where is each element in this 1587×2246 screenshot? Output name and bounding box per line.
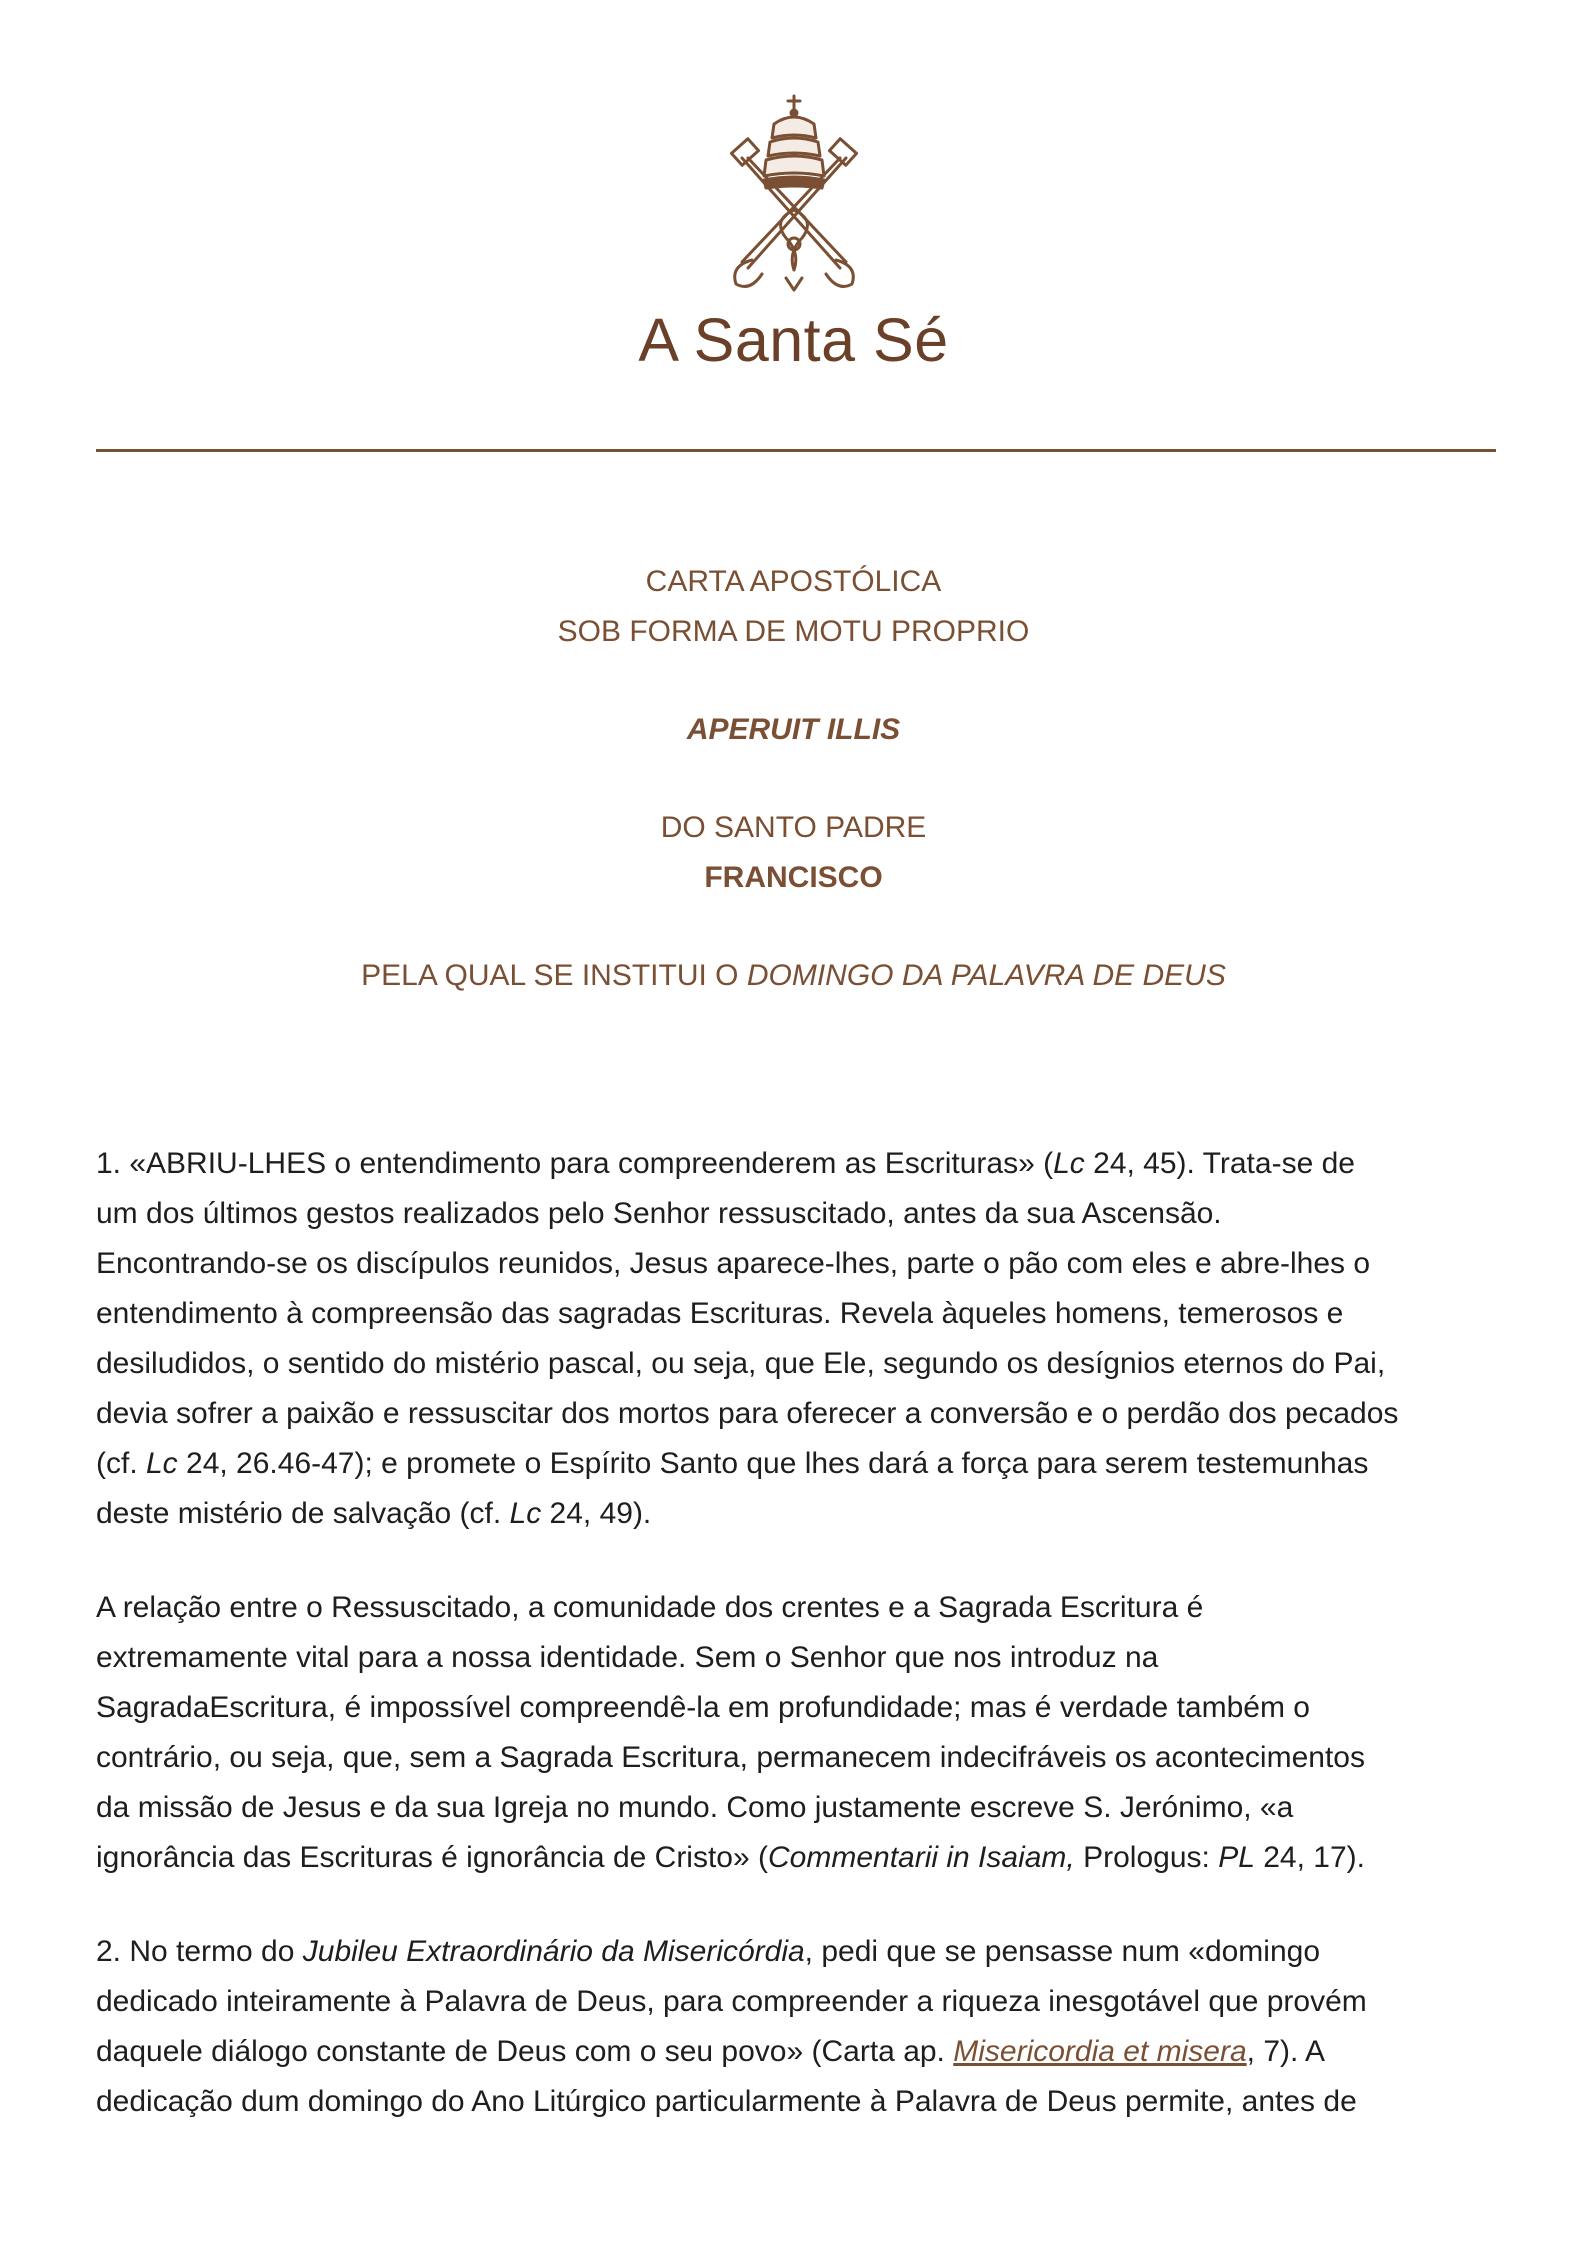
text-run: 24, 49). [541,1497,652,1530]
paragraph-line: da missão de Jesus e da sua Igreja no mundo. Como justamente escreve S. Jerónimo, «a [96,1791,1294,1824]
subtitle-prefix: PELA QUAL SE INSTITUI O [361,959,739,992]
paragraph-gap [96,1883,1508,1927]
paragraph-line: A relação entre o Ressuscitado, a comunidade dos crentes e a Sagrada Escritura é [96,1591,1204,1624]
paragraph-line [96,1489,1508,1539]
citation-italic: Lc [509,1497,542,1530]
header-divider [96,449,1496,452]
document-subtitle [0,958,1587,994]
paragraph-gap [96,1539,1508,1583]
author-name: FRANCISCO [704,861,883,894]
citation-italic: PL [1218,1841,1255,1874]
citation-italic: Lc [146,1447,178,1480]
document-type-line2: SOB FORMA DE MOTU PROPRIO [557,615,1030,648]
paragraph-line [96,2027,1508,2077]
paragraph-line [96,1833,1508,1883]
subtitle-italic: DOMINGO DA PALAVRA DE DEUS [746,959,1226,992]
text-run: daquele diálogo constante de Deus com o seu povo» (Carta ap. [96,2035,954,2068]
text-run: , 7). A [1246,2035,1326,2068]
paragraph-line: SagradaEscritura, é impossível compreendê-la em profundidade; mas é verdade também o [96,1691,1310,1724]
paragraph-line [96,1439,1508,1489]
text-run: 1. «ABRIU-LHES o entendimento para compreenderem as Escrituras» ( [96,1147,1054,1180]
text-run: deste mistério de salvação (cf. [96,1497,510,1530]
text-run: Prologus: [1074,1841,1219,1874]
paragraph-line [96,1139,1508,1189]
author-prefix: DO SANTO PADRE [660,811,927,844]
paragraph-line: dedicação dum domingo do Ano Litúrgico particularmente à Palavra de Deus permite, antes de [96,2085,1357,2118]
paragraph-line: dedicado inteiramente à Palavra de Deus, para compreender a riqueza inesgotável que provém [96,1985,1367,2018]
paragraph-line: devia sofrer a paixão e ressuscitar dos mortos para oferecer a conversão e o perdão dos pecados [96,1397,1399,1430]
document-title: APERUIT ILLIS [686,713,901,746]
text-run: (cf. [96,1447,146,1480]
document-type-line1: CARTA APOSTÓLICA [645,565,942,598]
text-run: 24, 45). Trata-se de [1084,1147,1355,1180]
paragraph-line: entendimento à compreensão das sagradas Escrituras. Revela àqueles homens, temerosos e [96,1297,1344,1330]
site-title[interactable]: A Santa Sé [638,306,949,374]
misericordia-et-misera-link[interactable]: Misericordia et misera [953,2035,1247,2068]
paragraph-line: extremamente vital para a nossa identidade. Sem o Senhor que nos introduz na [96,1641,1159,1674]
document-body [96,1139,1508,2127]
text-run: ignorância das Escrituras é ignorância de Cristo» ( [96,1841,768,1874]
text-run: 24, 17). [1254,1841,1365,1874]
paragraph-line: um dos últimos gestos realizados pelo Senhor ressuscitado, antes da sua Ascensão. [96,1197,1222,1230]
text-run: 2. No termo do [96,1935,303,1968]
text-run: 24, 26.46-47); e promete o Espírito Santo que lhes dará a força para serem testemunhas [177,1447,1369,1480]
paragraph-line [96,1927,1508,1977]
papal-keys-tiara-emblem-icon [712,92,876,294]
paragraph-line: contrário, ou seja, que, sem a Sagrada Escritura, permanecem indecifráveis os acontecimentos [96,1741,1365,1774]
citation-italic: Commentarii in Isaiam, [768,1841,1075,1874]
text-run: , pedi que se pensasse num «domingo [804,1935,1321,1968]
paragraph-line: Encontrando-se os discípulos reunidos, Jesus aparece-lhes, parte o pão com eles e abre-lhes o [96,1247,1371,1280]
paragraph-line: desiludidos, o sentido do mistério pascal, ou seja, que Ele, segundo os desígnios eternos do Pai, [96,1347,1386,1380]
citation-italic: Jubileu Extraordinário da Misericórdia [302,1935,805,1968]
citation-italic: Lc [1053,1147,1085,1180]
